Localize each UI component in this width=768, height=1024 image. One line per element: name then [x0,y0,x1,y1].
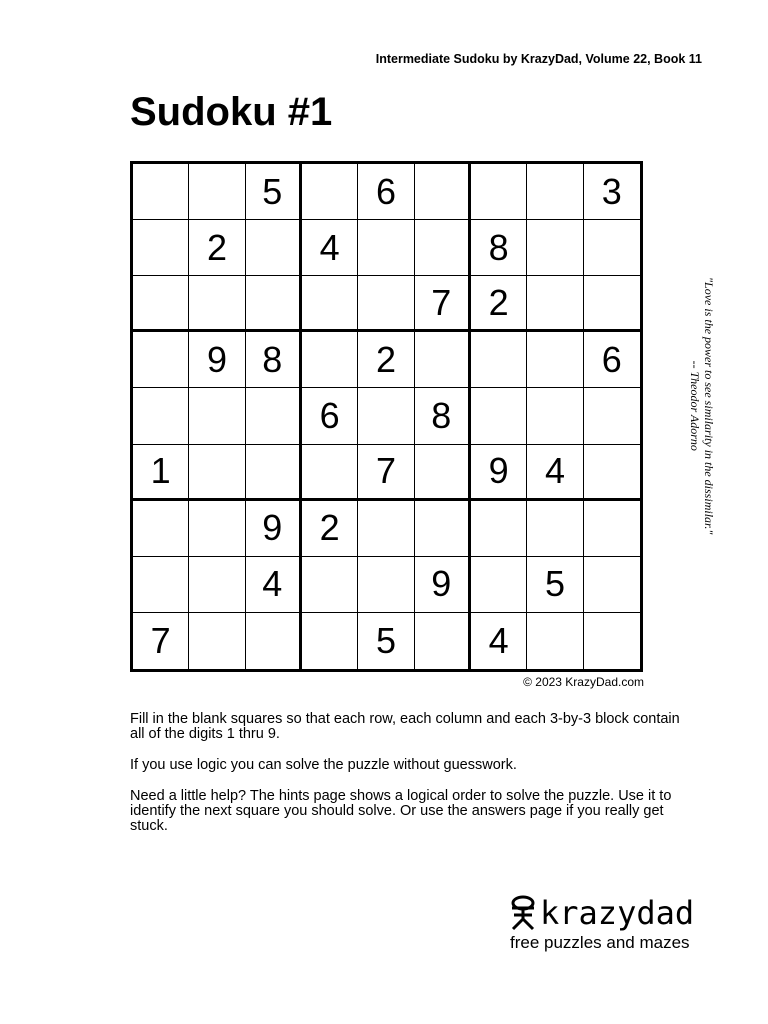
sudoku-cell-r2c5[interactable] [358,220,414,276]
sudoku-cell-r5c2[interactable] [189,388,245,444]
sudoku-cell-r6c9[interactable] [584,445,640,501]
sudoku-cell-r1c3: 5 [246,164,302,220]
instruction-hints: Need a little help? The hints page shows a logical order to solve the puzzle. Use it to identify the next square you should solve. Or use the answers page if you really get stuck. [130,788,672,834]
sudoku-cell-r7c7[interactable] [471,501,527,557]
sudoku-cell-r9c7: 4 [471,613,527,669]
sudoku-cell-r7c1[interactable] [133,501,189,557]
sudoku-grid [130,161,643,672]
quote-author: -- Theodor Adorno [688,360,702,451]
sudoku-cell-r9c6[interactable] [415,613,471,669]
sudoku-cell-r9c8[interactable] [527,613,583,669]
sudoku-cell-r6c1: 1 [133,445,189,501]
sudoku-cell-r6c7: 9 [471,445,527,501]
sudoku-cell-r5c7[interactable] [471,388,527,444]
sudoku-cell-r3c8[interactable] [527,276,583,332]
sudoku-cell-r7c4: 2 [302,501,358,557]
sudoku-cell-r7c8[interactable] [527,501,583,557]
sudoku-cell-r8c4[interactable] [302,557,358,613]
sudoku-cell-r2c2: 2 [189,220,245,276]
sudoku-cell-r1c9: 3 [584,164,640,220]
sudoku-cell-r8c7[interactable] [471,557,527,613]
instruction-logic: If you use logic you can solve the puzzle without guesswork. [130,757,517,773]
sudoku-cell-r6c5: 7 [358,445,414,501]
sudoku-cell-r1c8[interactable] [527,164,583,220]
sudoku-cell-r1c4[interactable] [302,164,358,220]
sudoku-cell-r4c8[interactable] [527,332,583,388]
sudoku-cell-r3c2[interactable] [189,276,245,332]
sudoku-cell-r9c2[interactable] [189,613,245,669]
sudoku-cell-r6c3[interactable] [246,445,302,501]
sudoku-cell-r8c6: 9 [415,557,471,613]
sudoku-cell-r3c3[interactable] [246,276,302,332]
sudoku-cell-r4c9: 6 [584,332,640,388]
sudoku-cell-r7c6[interactable] [415,501,471,557]
sudoku-cell-r8c3: 4 [246,557,302,613]
sudoku-cell-r8c9[interactable] [584,557,640,613]
quote-text: "Love is the power to see similarity in the dissimilar." [702,277,716,535]
sudoku-cell-r1c1[interactable] [133,164,189,220]
sudoku-cell-r9c3[interactable] [246,613,302,669]
instructions [130,712,690,850]
sudoku-cell-r4c2: 9 [189,332,245,388]
sudoku-cell-r7c5[interactable] [358,501,414,557]
sudoku-cell-r5c3[interactable] [246,388,302,444]
quote [688,277,716,534]
sudoku-cell-r2c6[interactable] [415,220,471,276]
sudoku-cell-r5c9[interactable] [584,388,640,444]
sudoku-cell-r4c3: 8 [246,332,302,388]
krazydad-face-icon [510,895,536,931]
sudoku-cell-r2c8[interactable] [527,220,583,276]
sudoku-cell-r7c2[interactable] [189,501,245,557]
sudoku-cell-r3c6: 7 [415,276,471,332]
sudoku-cell-r4c6[interactable] [415,332,471,388]
sudoku-cell-r6c8: 4 [527,445,583,501]
sudoku-cell-r9c5: 5 [358,613,414,669]
sudoku-cell-r5c6: 8 [415,388,471,444]
copyright-notice: © 2023 KrazyDad.com [523,675,644,689]
sudoku-cell-r1c2[interactable] [189,164,245,220]
sudoku-cell-r2c7: 8 [471,220,527,276]
sudoku-cell-r3c5[interactable] [358,276,414,332]
sudoku-cell-r1c7[interactable] [471,164,527,220]
sudoku-cell-r4c1[interactable] [133,332,189,388]
sudoku-cell-r5c4: 6 [302,388,358,444]
sudoku-cell-r8c1[interactable] [133,557,189,613]
sudoku-cell-r4c5: 2 [358,332,414,388]
sudoku-cell-r3c9[interactable] [584,276,640,332]
sudoku-cell-r2c4: 4 [302,220,358,276]
sudoku-cell-r3c7: 2 [471,276,527,332]
sudoku-cell-r8c2[interactable] [189,557,245,613]
sudoku-cell-r6c6[interactable] [415,445,471,501]
sudoku-cell-r4c7[interactable] [471,332,527,388]
sudoku-cell-r1c5: 6 [358,164,414,220]
page-header: Intermediate Sudoku by KrazyDad, Volume 22, Book 11 [375,52,702,66]
sudoku-cell-r6c4[interactable] [302,445,358,501]
sudoku-cell-r5c1[interactable] [133,388,189,444]
sudoku-cell-r5c5[interactable] [358,388,414,444]
sudoku-cell-r2c1[interactable] [133,220,189,276]
sudoku-cell-r9c4[interactable] [302,613,358,669]
sudoku-cell-r2c3[interactable] [246,220,302,276]
sudoku-cell-r3c1[interactable] [133,276,189,332]
sudoku-cell-r8c5[interactable] [358,557,414,613]
puzzle-title: Sudoku #1 [130,90,333,134]
sudoku-cell-r7c3: 9 [246,501,302,557]
logo-wordmark: krazydad [540,894,695,932]
instruction-rules: Fill in the blank squares so that each row, each column and each 3-by-3 block contain all of the digits 1 thru 9. [130,711,680,742]
krazydad-logo [510,895,694,953]
sudoku-cell-r2c9[interactable] [584,220,640,276]
sudoku-cell-r7c9[interactable] [584,501,640,557]
sudoku-cell-r5c8[interactable] [527,388,583,444]
sudoku-cell-r8c8: 5 [527,557,583,613]
sudoku-cell-r9c9[interactable] [584,613,640,669]
sudoku-cell-r4c4[interactable] [302,332,358,388]
sudoku-cell-r3c4[interactable] [302,276,358,332]
sudoku-cell-r9c1: 7 [133,613,189,669]
sudoku-cell-r1c6[interactable] [415,164,471,220]
sudoku-cell-r6c2[interactable] [189,445,245,501]
logo-tagline: free puzzles and mazes [510,933,690,952]
